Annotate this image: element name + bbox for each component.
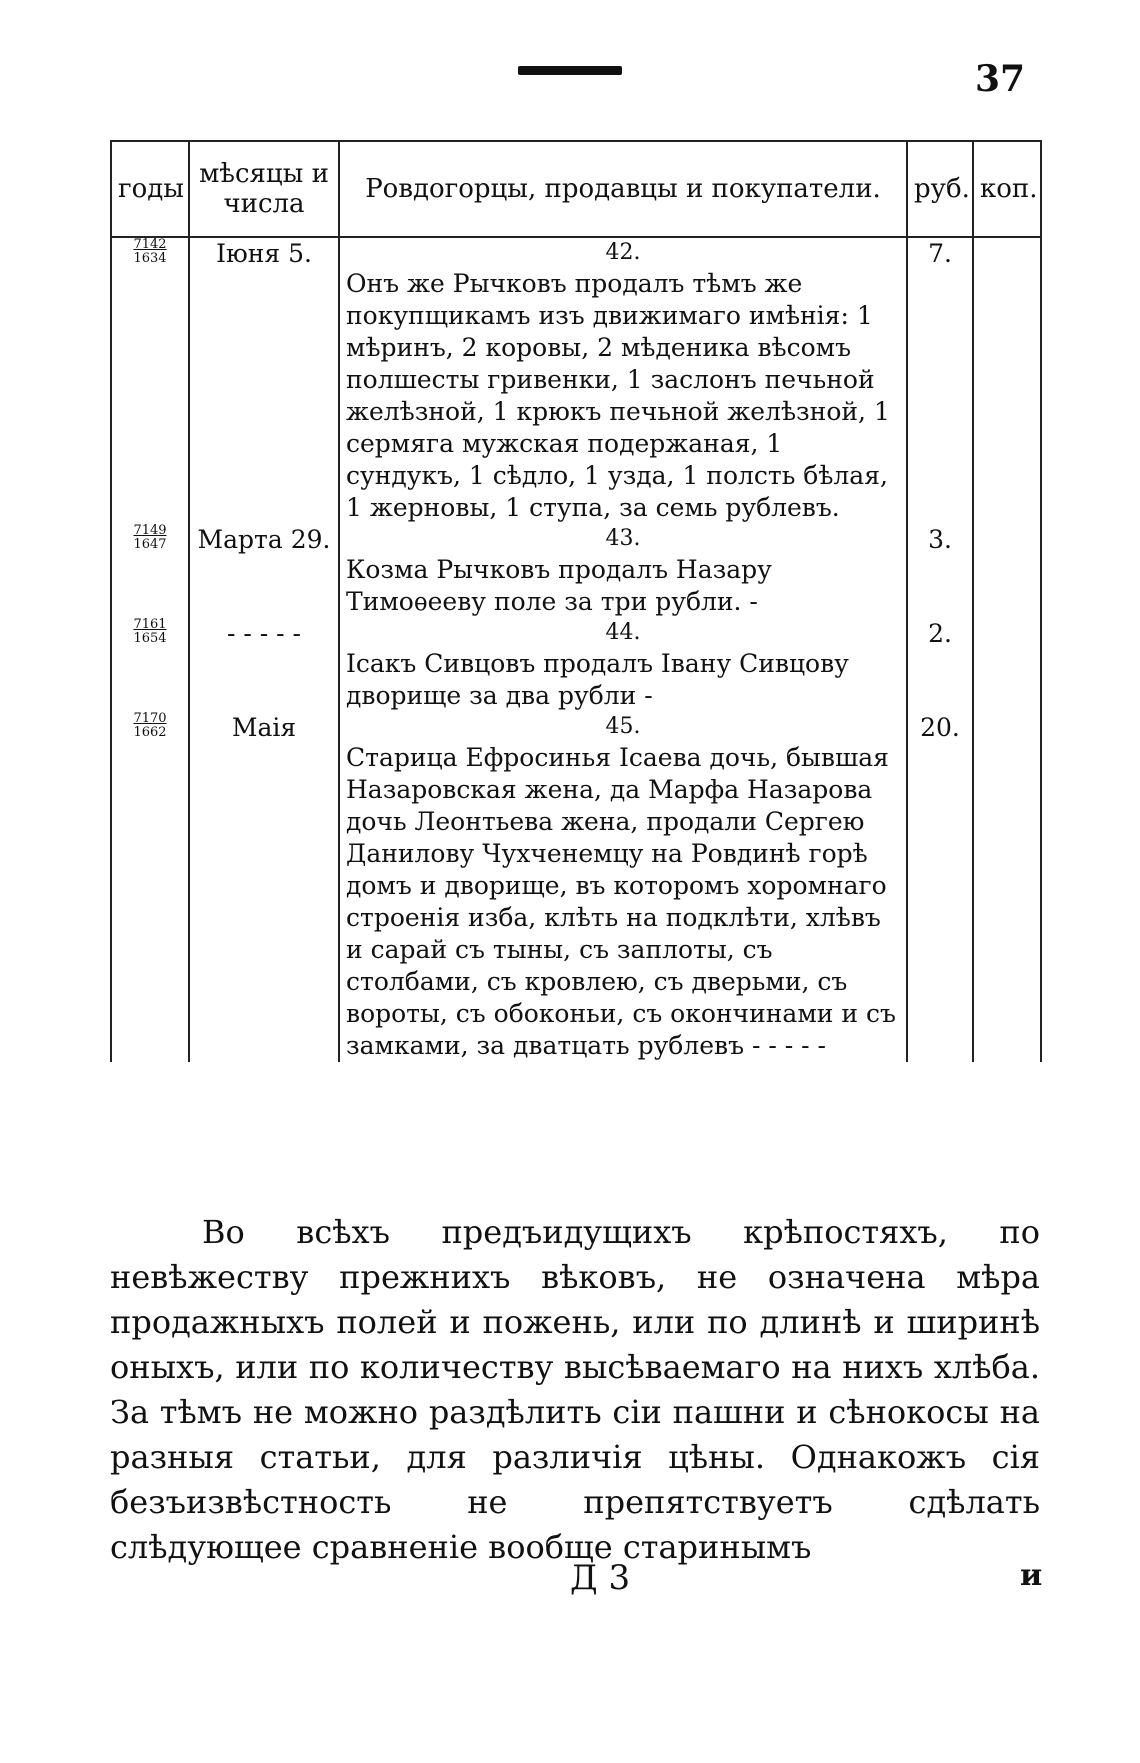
table-row <box>111 524 1041 618</box>
entry-number: 44. <box>605 620 641 645</box>
header-rub: руб. <box>907 141 973 237</box>
year-cell <box>111 618 189 712</box>
entry-text: Ісакъ Сивцовъ продалъ Івану Сивцову дворище за два рубли - <box>346 649 849 710</box>
rub-cell: 20. <box>907 712 973 1062</box>
year-ad: 1662 <box>133 725 167 740</box>
entry-number: 42. <box>605 240 641 265</box>
header-years: годы <box>111 141 189 237</box>
page-number: 37 <box>975 58 1026 100</box>
entry-text: Старица Ефросинья Ісаева дочь, бывшая Назаровская жена, да Марфа Назарова дочь Леонтьева жена, продали Сергею Данилову Чухченемцу на Ровдинѣ горѣ домъ и дворище, въ которомъ хоромнаго строенія изба, клѣть на подклѣти, хлѣвъ и сарай съ тыны, съ заплоты, съ столбами, съ кровлею, съ дверьми, съ вороты, съ обоконьи, съ окончинами и съ замками, за дватцать рублевъ - - - - - <box>346 743 896 1060</box>
table-row <box>111 237 1041 524</box>
date-cell: Іюня 5. <box>189 237 339 524</box>
body-paragraph: Во всѣхъ предъидущихъ крѣпостяхъ, по невѣжеству прежнихъ вѣковъ, не означена мѣра продажныхъ полей и пожень, или по длинѣ и ширинѣ оныхъ, или по количеству высѣваемаго на нихъ хлѣба. За тѣмъ не можно раздѣлить сіи пашни и сѣнокосы на разныя статьи, для различія цѣны. Однакожъ сія безъизвѣстность не препятствуетъ сдѣлать слѣдующее сравненіе вообще старинымъ <box>110 1213 1040 1566</box>
year-world-era: 7149 <box>133 523 167 538</box>
header-months: мѣсяцы и числа <box>189 141 339 237</box>
date-cell: Маія <box>189 712 339 1062</box>
date-cell: - - - - - <box>189 618 339 712</box>
year-world-era: 7142 <box>133 237 167 252</box>
year-world-era: 7170 <box>133 711 167 726</box>
year-ad: 1654 <box>133 631 167 646</box>
year-ad: 1634 <box>133 251 167 266</box>
kop-cell <box>973 237 1041 524</box>
catchword: и <box>1020 1558 1043 1593</box>
entry-text: Козма Рычковъ продалъ Назару Тимоѳееву поле за три рубли. - <box>346 555 772 616</box>
header-parties: Ровдогорцы, продавцы и покупатели. <box>339 141 907 237</box>
kop-cell <box>973 712 1041 1062</box>
table-row <box>111 618 1041 712</box>
entry-number: 43. <box>605 526 641 551</box>
entry-cell <box>339 524 907 618</box>
year-cell <box>111 524 189 618</box>
year-cell <box>111 237 189 524</box>
header-ornament <box>518 66 622 75</box>
kop-cell <box>973 524 1041 618</box>
kop-cell <box>973 618 1041 712</box>
rub-cell: 2. <box>907 618 973 712</box>
entry-text: Онъ же Рычковъ продалъ тѣмъ же покупщикамъ изъ движимаго имѣнія: 1 мѣринъ, 2 коровы, 2 мѣденика вѣсомъ полшесты гривенки, 1 заслонъ печьной желѣзной, 1 крюкъ печьной желѣзной, 1 сермяга мужская подержаная, 1 сундукъ, 1 сѣдло, 1 узда, 1 полсть бѣлая, 1 жерновы, 1 ступа, за семь рублевъ. <box>346 269 890 522</box>
sales-table <box>110 140 1042 1062</box>
rub-cell: 3. <box>907 524 973 618</box>
year-cell <box>111 712 189 1062</box>
table-row <box>111 712 1041 1062</box>
date-cell: Марта 29. <box>189 524 339 618</box>
entry-number: 45. <box>605 714 641 739</box>
year-world-era: 7161 <box>133 617 167 632</box>
header-kop: коп. <box>973 141 1041 237</box>
signature-mark: Д 3 <box>570 1558 631 1598</box>
entry-cell <box>339 712 907 1062</box>
table-header-row <box>111 141 1041 237</box>
entry-cell <box>339 618 907 712</box>
year-ad: 1647 <box>133 537 167 552</box>
rub-cell: 7. <box>907 237 973 524</box>
entry-cell <box>339 237 907 524</box>
